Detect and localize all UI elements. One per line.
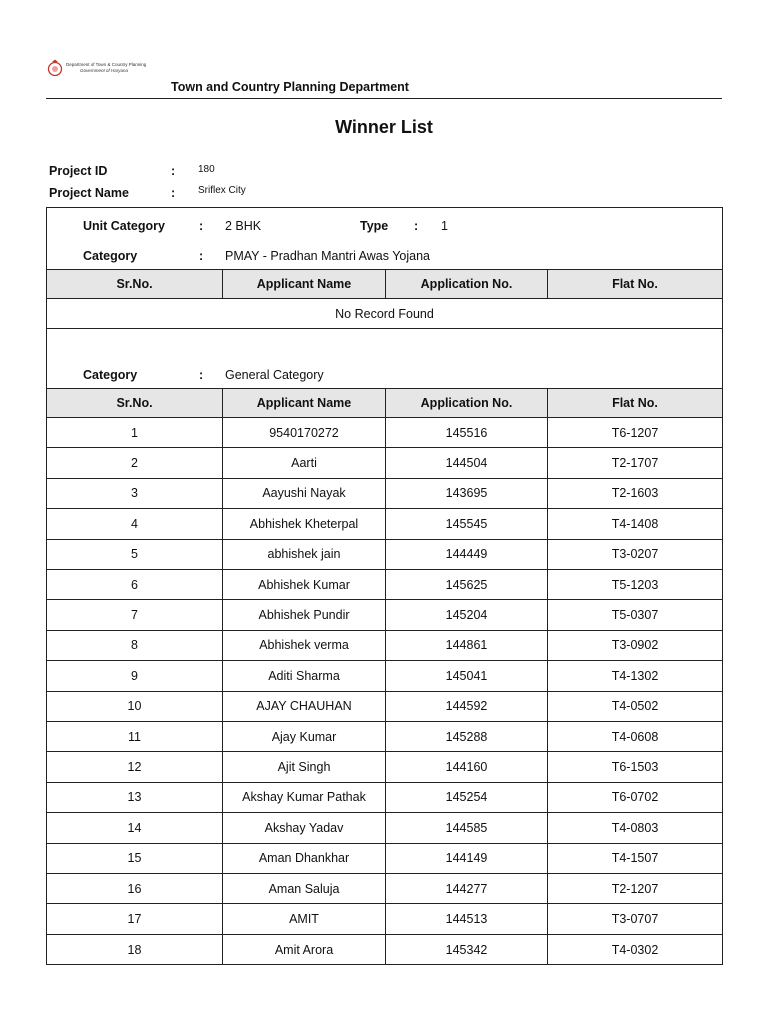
project-id-value: 180: [198, 164, 215, 175]
project-name-value: Sriflex City: [198, 185, 246, 196]
cell-applicant-name: Aayushi Nayak: [222, 479, 385, 508]
cell-flat-no: T6-1207: [547, 418, 722, 447]
type-label: Type: [360, 219, 389, 233]
category-value: PMAY - Pradhan Mantri Awas Yojana: [225, 249, 430, 263]
winner-list-box: [46, 207, 723, 965]
cell-application-no: 144160: [385, 752, 547, 781]
cell-application-no: 144585: [385, 813, 547, 842]
cell-flat-no: T5-1203: [547, 570, 722, 599]
unit-category-label: Unit Category: [83, 219, 165, 233]
cell-srno: 16: [127, 881, 142, 896]
type-colon: :: [414, 219, 419, 233]
cell-flat-no: T4-0302: [547, 935, 722, 965]
type-value: 1: [441, 219, 448, 233]
cell-srno: 5: [131, 547, 138, 562]
table-row: [47, 935, 722, 965]
table-row: [47, 570, 722, 600]
table-row: [47, 692, 722, 722]
cell-application-no: 145342: [385, 935, 547, 965]
cell-application-no: 144149: [385, 844, 547, 873]
column-header-flat-no: Flat No.: [547, 389, 722, 417]
table-row: [47, 904, 722, 934]
cell-application-no: 145545: [385, 509, 547, 538]
cell-srno: 10: [127, 699, 142, 714]
cell-applicant-name: Abhishek Kheterpal: [222, 509, 385, 538]
department-emblem-icon: [47, 59, 63, 77]
cell-srno: 1: [131, 425, 138, 440]
table-row: [47, 752, 722, 782]
table-row: [47, 722, 722, 752]
cell-srno: 15: [127, 851, 142, 866]
cell-srno: 3: [131, 486, 138, 501]
cell-flat-no: T2-1603: [547, 479, 722, 508]
cell-flat-no: T6-1503: [547, 752, 722, 781]
table-header: [47, 388, 722, 418]
column-header-srno: Sr.No.: [116, 396, 153, 410]
category-label: Category: [83, 368, 138, 382]
table-row: [47, 509, 722, 539]
table-row: [47, 479, 722, 509]
cell-srno: 12: [127, 760, 142, 775]
cell-srno: 17: [127, 912, 142, 927]
cell-flat-no: T5-0307: [547, 600, 722, 629]
cell-applicant-name: Aarti: [222, 448, 385, 477]
column-header-applicant-name: Applicant Name: [222, 389, 385, 417]
cell-flat-no: T6-0702: [547, 783, 722, 812]
table-row: [47, 874, 722, 904]
cell-applicant-name: abhishek jain: [222, 540, 385, 569]
cell-applicant-name: AMIT: [222, 904, 385, 933]
column-header-applicant-name: Applicant Name: [222, 270, 385, 298]
cell-application-no: 145204: [385, 600, 547, 629]
column-header-application-no: Application No.: [385, 270, 547, 298]
cell-flat-no: T3-0902: [547, 631, 722, 660]
table-row: [47, 600, 722, 630]
cell-application-no: 144592: [385, 692, 547, 721]
cell-srno: 14: [127, 820, 142, 835]
column-header-srno: Sr.No.: [116, 277, 153, 291]
column-header-application-no: Application No.: [385, 389, 547, 417]
header-divider: [46, 98, 722, 99]
page-title: Winner List: [335, 117, 433, 137]
logo-caption-line2: Government of Haryana: [80, 68, 129, 73]
table-row: [47, 540, 722, 570]
cell-applicant-name: Ajit Singh: [222, 752, 385, 781]
cell-srno: 13: [127, 790, 142, 805]
cell-applicant-name: Akshay Kumar Pathak: [222, 783, 385, 812]
cell-applicant-name: Abhishek Pundir: [222, 600, 385, 629]
category-label: Category: [83, 249, 138, 263]
cell-application-no: 144513: [385, 904, 547, 933]
category-colon: :: [199, 249, 204, 263]
cell-applicant-name: Abhishek Kumar: [222, 570, 385, 599]
cell-flat-no: T3-0207: [547, 540, 722, 569]
cell-application-no: 144504: [385, 448, 547, 477]
project-id-colon: :: [171, 164, 176, 178]
logo-caption: [66, 62, 146, 74]
cell-srno: 6: [131, 577, 138, 592]
table-row: [47, 661, 722, 691]
cell-srno: 2: [131, 456, 138, 471]
unit-category-colon: :: [199, 219, 204, 233]
project-name-label: Project Name: [49, 186, 129, 200]
cell-applicant-name: AJAY CHAUHAN: [222, 692, 385, 721]
no-record-message: No Record Found: [47, 299, 722, 329]
cell-applicant-name: Aman Dhankhar: [222, 844, 385, 873]
cell-flat-no: T4-1302: [547, 661, 722, 690]
table-row: [47, 783, 722, 813]
cell-flat-no: T4-0803: [547, 813, 722, 842]
cell-applicant-name: Akshay Yadav: [222, 813, 385, 842]
column-header-flat-no: Flat No.: [547, 270, 722, 298]
cell-applicant-name: 9540170272: [222, 418, 385, 447]
cell-flat-no: T4-1408: [547, 509, 722, 538]
cell-applicant-name: Abhishek verma: [222, 631, 385, 660]
cell-application-no: 145625: [385, 570, 547, 599]
table-row: [47, 813, 722, 843]
cell-flat-no: T2-1707: [547, 448, 722, 477]
table-row: [47, 418, 722, 448]
category-colon: :: [199, 368, 204, 382]
unit-category-value: 2 BHK: [225, 219, 262, 233]
cell-application-no: 143695: [385, 479, 547, 508]
cell-application-no: 145288: [385, 722, 547, 751]
cell-application-no: 144861: [385, 631, 547, 660]
cell-applicant-name: Amit Arora: [222, 935, 385, 965]
cell-flat-no: T3-0707: [547, 904, 722, 933]
table-header: [47, 269, 722, 299]
table-row: [47, 448, 722, 478]
cell-srno: 9: [131, 668, 138, 683]
table-row: [47, 844, 722, 874]
table-row: [47, 631, 722, 661]
cell-srno: 18: [127, 942, 142, 957]
cell-flat-no: T2-1207: [547, 874, 722, 903]
cell-applicant-name: Aditi Sharma: [222, 661, 385, 690]
cell-applicant-name: Aman Saluja: [222, 874, 385, 903]
cell-flat-no: T4-1507: [547, 844, 722, 873]
cell-flat-no: T4-0502: [547, 692, 722, 721]
cell-application-no: 145254: [385, 783, 547, 812]
department-name: Town and Country Planning Department: [171, 80, 409, 94]
category-value: General Category: [225, 368, 324, 382]
cell-srno: 11: [128, 729, 141, 744]
cell-srno: 7: [131, 608, 138, 623]
logo-caption-line1: Department of Town & Country Planning: [66, 62, 147, 67]
cell-srno: 8: [131, 638, 138, 653]
cell-application-no: 144277: [385, 874, 547, 903]
cell-flat-no: T4-0608: [547, 722, 722, 751]
cell-application-no: 145516: [385, 418, 547, 447]
cell-application-no: 145041: [385, 661, 547, 690]
project-id-label: Project ID: [49, 164, 108, 178]
project-name-colon: :: [171, 186, 176, 200]
cell-applicant-name: Ajay Kumar: [222, 722, 385, 751]
cell-srno: 4: [131, 516, 138, 531]
cell-application-no: 144449: [385, 540, 547, 569]
